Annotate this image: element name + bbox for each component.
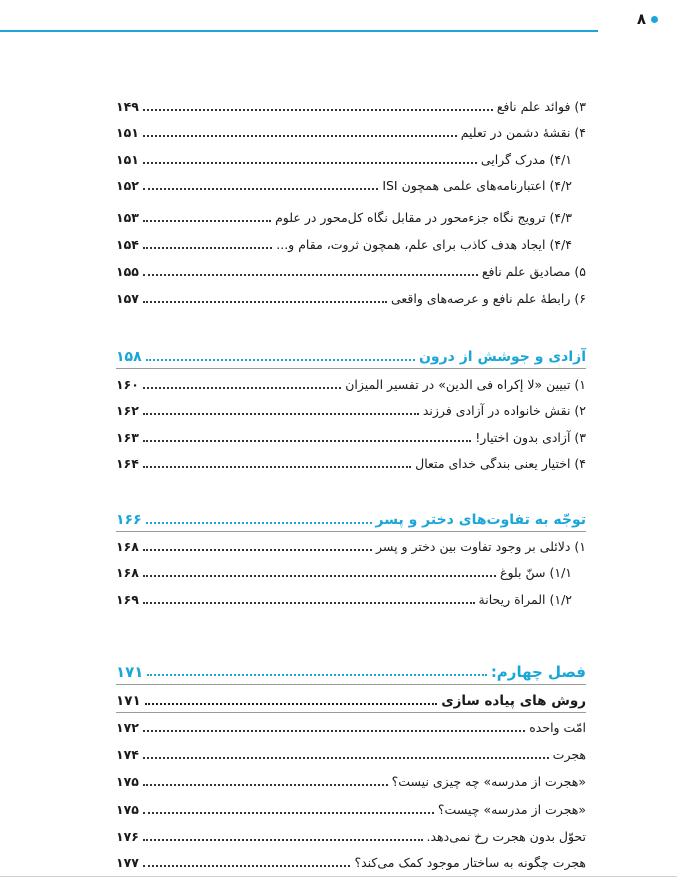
toc-chapter-title: فصل چهارم: <box>490 663 586 681</box>
toc-entry-title: تحوّل بدون هجرت رخ نمی‌دهد. <box>426 829 586 844</box>
toc-entry[interactable] <box>116 535 586 555</box>
dot-leader <box>143 549 372 551</box>
toc-entry-page: ۱۵۷ <box>116 291 139 306</box>
toc-entry-page: ۱۷۲ <box>116 720 139 735</box>
toc-section-title: آزادی و جوشش از درون <box>418 349 586 365</box>
toc-entry-title: ۱/۲) المراة ریحانة <box>478 592 572 607</box>
toc-subentry[interactable] <box>116 206 586 226</box>
toc-entry-page: ۱۵۱ <box>116 125 139 140</box>
toc-entry-page: ۱۶۸ <box>116 539 139 554</box>
dot-leader <box>143 575 496 577</box>
toc-entry-title: هجرت چگونه به ساختار موجود کمک می‌کند؟ <box>354 855 586 870</box>
toc-entry-page: ۱۶۰ <box>116 377 139 392</box>
toc-entry-page: ۱۷۶ <box>116 829 139 844</box>
toc-chapter-page: ۱۷۱ <box>116 663 144 681</box>
toc-subentry[interactable] <box>116 588 586 608</box>
toc-entry-title: ۱) تبیین «لا إکراه فی الدین» در تفسیر المیزان <box>345 377 586 392</box>
toc-entry-page: ۱۷۱ <box>116 693 141 709</box>
toc-entry-page: ۱۵۴ <box>116 237 139 252</box>
header-rule <box>0 30 598 32</box>
chapter-rule <box>116 684 586 685</box>
dot-leader <box>143 466 411 468</box>
toc-entry-page: ۱۵۵ <box>116 264 139 279</box>
toc-entry-title: ۴) نقشهٔ دشمن در تعلیم <box>460 125 586 140</box>
toc-entry-page: ۱۵۳ <box>116 210 139 225</box>
toc-entry-title: ۶) رابطهٔ علم نافع و عرصه‌های واقعی <box>390 291 586 306</box>
part-rule <box>116 712 586 713</box>
dot-leader <box>147 674 486 676</box>
dot-leader <box>143 440 471 442</box>
toc-section-page: ۱۶۶ <box>116 512 142 528</box>
toc-part-heading[interactable] <box>116 689 586 709</box>
page-number <box>598 10 658 28</box>
dot-leader <box>145 703 438 705</box>
toc-entry-title: ۳) آزادی بدون اختیار! <box>475 430 586 445</box>
toc-entry-title: ۴) اختیار یعنی بندگی خدای متعال <box>415 456 586 471</box>
toc-entry-title: ۴/۱) مدرک گرایی <box>480 152 572 167</box>
toc-entry-title: «هجرت از مدرسه» چیست؟ <box>437 802 586 817</box>
toc-entry[interactable] <box>116 260 586 280</box>
toc-entry-page: ۱۶۳ <box>116 430 139 445</box>
toc-section-heading[interactable] <box>116 345 586 365</box>
dot-leader <box>146 522 372 524</box>
toc-entry-page: ۱۷۵ <box>116 802 139 817</box>
toc-section-title: توجّه به تفاوت‌های دختر و پسر <box>375 512 586 528</box>
toc-entry-title: «هجرت از مدرسه» چه چیزی نیست؟ <box>391 774 586 789</box>
dot-leader <box>143 784 388 786</box>
toc-entry-page: ۱۶۴ <box>116 456 139 471</box>
toc-entry-page: ۱۷۴ <box>116 747 139 762</box>
dot-leader <box>143 730 525 732</box>
bullet-dot-icon <box>651 16 658 23</box>
section-rule <box>116 368 586 369</box>
toc-entry-title: ۴/۲) اعتبارنامه‌های علمی همچون ISI <box>382 178 572 193</box>
toc-entry-page: ۱۴۹ <box>116 99 139 114</box>
toc-entry-title: امّت واحده <box>529 720 586 735</box>
toc-chapter-heading[interactable] <box>116 660 586 680</box>
toc-subentry[interactable] <box>116 174 586 194</box>
dot-leader <box>143 865 351 867</box>
dot-leader <box>143 188 378 190</box>
dot-leader <box>143 812 434 814</box>
toc-entry-page: ۱۶۸ <box>116 565 139 580</box>
toc-entry[interactable] <box>116 798 586 818</box>
dot-leader <box>143 162 477 164</box>
toc-entry-title: ۵) مصادیق علم نافع <box>481 264 586 279</box>
toc-subentry[interactable] <box>116 233 586 253</box>
toc-section-page: ۱۵۸ <box>116 349 142 365</box>
dot-leader <box>143 135 457 137</box>
toc-entry-title: ۱/۱) سنّ بلوغ <box>500 565 572 580</box>
toc-entry-title: ۳) فوائد علم نافع <box>496 99 586 114</box>
dot-leader <box>143 301 387 303</box>
toc-entry[interactable] <box>116 825 586 845</box>
toc-section-heading[interactable] <box>116 508 586 528</box>
dot-leader <box>143 220 271 222</box>
toc-entry[interactable] <box>116 426 586 446</box>
toc-entry-page: ۱۵۱ <box>116 152 139 167</box>
section-rule <box>116 531 586 532</box>
toc-entry-title: ۴/۳) ترویج نگاه جزءمحور در مقابل نگاه کل‌محور در علوم <box>275 210 572 225</box>
toc-entry[interactable] <box>116 121 586 141</box>
toc-entry[interactable] <box>116 716 586 736</box>
toc-entry-page: ۱۷۵ <box>116 774 139 789</box>
toc-entry-title: ۲) نقش خانواده در آزادی فرزند <box>422 403 586 418</box>
toc-entry-title: ۴/۴) ایجاد هدف کاذب برای علم، همچون ثروت، مقام و... <box>276 237 572 252</box>
toc-entry[interactable] <box>116 399 586 419</box>
toc-entry-title: هجرت <box>552 747 586 762</box>
toc-subentry[interactable] <box>116 561 586 581</box>
toc-entry[interactable] <box>116 851 586 871</box>
toc-entry-page: ۱۶۹ <box>116 592 139 607</box>
toc-entry-page: ۱۷۷ <box>116 855 139 870</box>
toc-entry-title: ۱) دلائلی بر وجود تفاوت بین دختر و پسر <box>376 539 586 554</box>
toc-entry[interactable] <box>116 452 586 472</box>
toc-entry-page: ۱۵۲ <box>116 178 139 193</box>
dot-leader <box>143 602 475 604</box>
toc-entry[interactable] <box>116 95 586 115</box>
dot-leader <box>143 247 272 249</box>
dot-leader <box>143 274 478 276</box>
toc-entry-page: ۱۶۲ <box>116 403 139 418</box>
toc-entry[interactable] <box>116 287 586 307</box>
toc-entry[interactable] <box>116 743 586 763</box>
dot-leader <box>143 413 419 415</box>
page-bottom-edge <box>0 876 677 877</box>
toc-entry-title: روش های پیاده سازی <box>441 693 586 709</box>
toc-entry[interactable] <box>116 373 586 393</box>
dot-leader <box>143 109 493 111</box>
dot-leader <box>143 387 341 389</box>
dot-leader <box>143 839 423 841</box>
dot-leader <box>143 757 549 759</box>
toc-entry[interactable] <box>116 770 586 790</box>
dot-leader <box>146 359 415 361</box>
page-number-text: ۸ <box>636 10 646 28</box>
toc-subentry[interactable] <box>116 148 586 168</box>
